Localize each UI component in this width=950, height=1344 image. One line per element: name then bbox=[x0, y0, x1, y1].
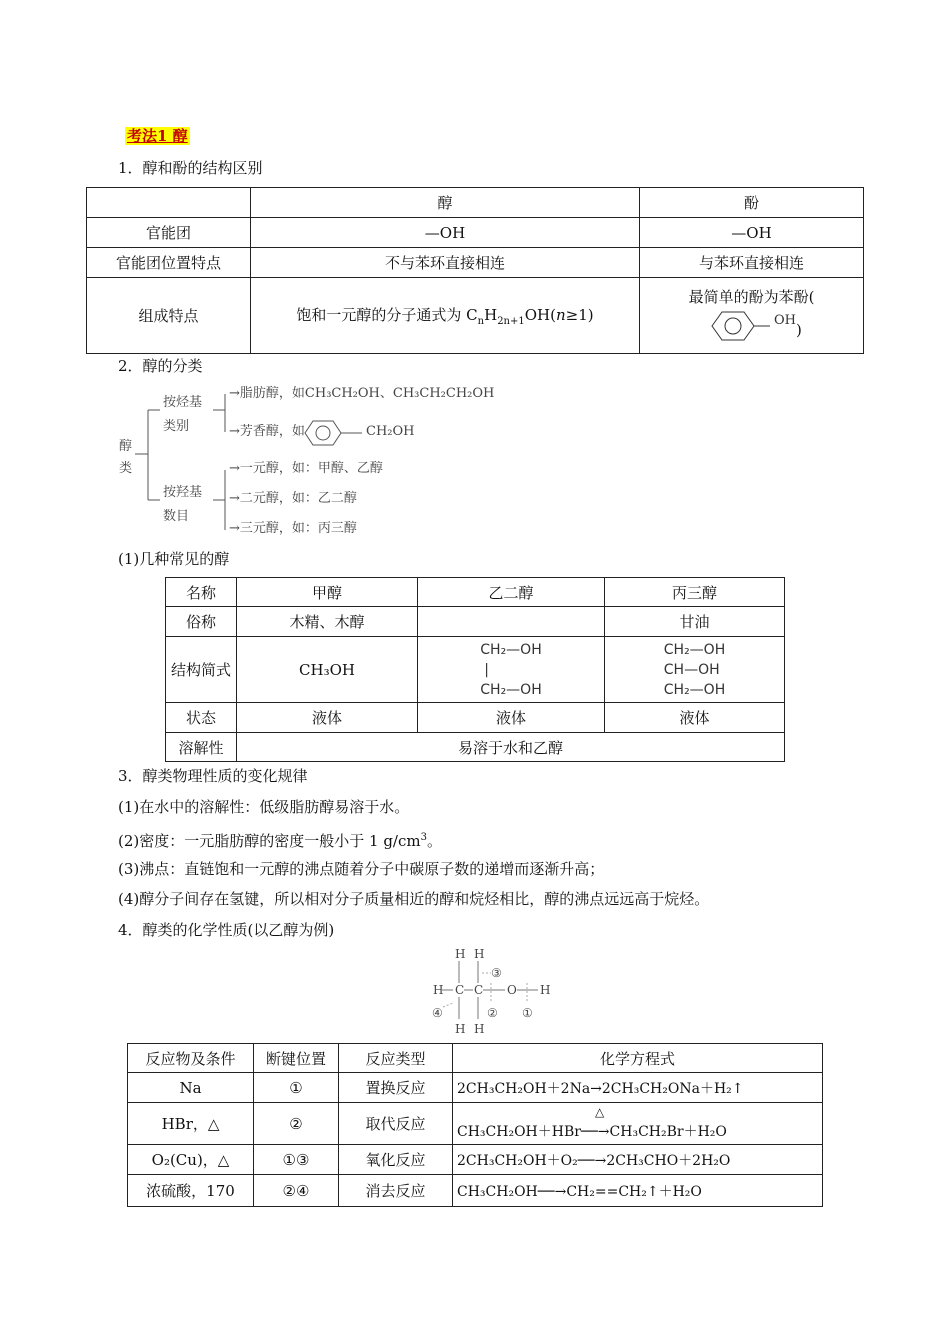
equation-cell bbox=[453, 1103, 823, 1145]
section-heading: 考法1 醇 bbox=[127, 127, 188, 145]
bond-mark-1: ① bbox=[522, 1006, 533, 1020]
tree-leaf: →三元醇，如：丙三醇 bbox=[229, 521, 357, 536]
glycerol-structure bbox=[605, 637, 785, 703]
bond-mark-4: ④ bbox=[432, 1006, 443, 1020]
ethanol-bond-diagram bbox=[425, 945, 560, 1040]
type-cell: 取代反应 bbox=[339, 1103, 453, 1145]
atom-h: H bbox=[474, 947, 485, 961]
tree-branch-2: 按羟基数目 bbox=[163, 485, 203, 524]
equation-cell: 2CH₃CH₂OH＋2Na→2CH₃CH₂ONa＋H₂↑ bbox=[453, 1073, 823, 1103]
paragraph: (3)沸点：直链饱和一元醇的沸点随着分子中碳原子数的递增而逐渐升高； bbox=[118, 860, 605, 878]
condition-cell: HBr，△ bbox=[128, 1103, 254, 1145]
paragraph: (1)在水中的溶解性：低级脂肪醇易溶于水。 bbox=[118, 798, 410, 816]
struct-line: CH₂—OH bbox=[663, 681, 726, 698]
leaf-text: 芳香醇，如 bbox=[239, 424, 305, 439]
phenol-cell: 与苯环直接相连 bbox=[640, 248, 864, 278]
ch2oh-label: CH₂OH bbox=[366, 424, 415, 439]
condition-cell: O₂(Cu)，△ bbox=[128, 1145, 254, 1175]
ethanol-reactions-table bbox=[127, 1043, 823, 1207]
alcohol-cell: —OH bbox=[251, 218, 640, 248]
header-cell: 反应类型 bbox=[339, 1044, 453, 1073]
tree-leaf: →脂肪醇，如CH₃CH₂OH、CH₃CH₂CH₂OH bbox=[229, 386, 495, 401]
struct-line: CH—OH bbox=[663, 661, 720, 678]
leaf-text: 二元醇，如：乙二醇 bbox=[239, 491, 357, 506]
leaf-text: 一元醇，如：甲醇、乙醇 bbox=[239, 461, 383, 476]
row-label: 组成特点 bbox=[87, 278, 251, 354]
condition-cell: Na bbox=[128, 1073, 254, 1103]
struct-line: CH₂—OH bbox=[480, 641, 542, 658]
section2a-title: (1)几种常见的醇 bbox=[118, 550, 230, 568]
header-alcohol: 醇 bbox=[251, 188, 640, 218]
bond-mark-2: ② bbox=[487, 1006, 498, 1020]
tree-leaf: →芳香醇，如 bbox=[229, 424, 305, 439]
leaf-text: 脂肪醇，如CH₃CH₂OH、CH₃CH₂CH₂OH bbox=[239, 386, 495, 401]
atom-h: H bbox=[540, 983, 551, 997]
tree-leaf: →一元醇，如：甲醇、乙醇 bbox=[229, 461, 383, 476]
type-cell: 氧化反应 bbox=[339, 1145, 453, 1175]
position-cell: ② bbox=[254, 1103, 339, 1145]
type-cell: 消去反应 bbox=[339, 1175, 453, 1207]
benzene-ring-icon bbox=[300, 418, 370, 448]
formula-prefix: 饱和一元醇的分子通式为 C bbox=[296, 306, 478, 324]
atom-h: H bbox=[455, 947, 466, 961]
tree-leaf: →二元醇，如：乙二醇 bbox=[229, 491, 357, 506]
cell: 木精、木醇 bbox=[237, 607, 418, 637]
equation-cell: CH₃CH₂OH──→CH₂==CH₂↑＋H₂O bbox=[453, 1175, 823, 1207]
paragraph: (2)密度：一元脂肪醇的密度一般小于 1 $g/cm^3$。 bbox=[118, 832, 442, 850]
methanol-formula: CH₃OH bbox=[237, 637, 418, 703]
phenol-text: 最简单的酚为苯酚( bbox=[688, 288, 815, 306]
alcohol-cell: 不与苯环直接相连 bbox=[251, 248, 640, 278]
atom-c: C bbox=[474, 983, 484, 997]
phenol-cell: —OH bbox=[640, 218, 864, 248]
row-label: 结构简式 bbox=[166, 637, 237, 703]
cell: 甘油 bbox=[605, 607, 785, 637]
struct-line: CH₂—OH bbox=[480, 681, 542, 698]
condition-cell: 浓硫酸，170 bbox=[128, 1175, 254, 1207]
row-label: 状态 bbox=[166, 703, 237, 733]
leaf-text: 三元醇，如：丙三醇 bbox=[239, 521, 357, 536]
header-empty bbox=[87, 188, 251, 218]
equation-text: CH₃CH₂OH＋HBr──→CH₃CH₂Br＋H₂O bbox=[457, 1123, 727, 1140]
struct-line: CH₂—OH bbox=[663, 641, 726, 658]
atom-o: O bbox=[507, 983, 517, 997]
paragraph: (4)醇分子间存在氢键，所以相对分子质量相近的醇和烷烃相比，醇的沸点远远高于烷烃。 bbox=[118, 890, 710, 908]
alcohol-phenol-table bbox=[86, 187, 864, 354]
position-cell: ① bbox=[254, 1073, 339, 1103]
section3-title: 3．醇类物理性质的变化规律 bbox=[118, 767, 308, 785]
phenol-close: ) bbox=[796, 321, 802, 339]
header-cell: 反应物及条件 bbox=[128, 1044, 254, 1073]
alcohol-formula-cell: 饱和一元醇的分子通式为 $C_nH_{2n+1}OH(n\ge 1)$ bbox=[251, 278, 640, 354]
atom-h: H bbox=[474, 1022, 485, 1036]
glycol-structure bbox=[418, 637, 605, 703]
bond-mark-3: ③ bbox=[491, 966, 502, 980]
struct-line: | bbox=[484, 661, 489, 678]
cell: 易溶于水和乙醇 bbox=[237, 733, 785, 762]
row-label: 溶解性 bbox=[166, 733, 237, 762]
header-cell: 丙三醇 bbox=[605, 578, 785, 607]
tree-root: 醇类 bbox=[119, 439, 133, 476]
type-cell: 置换反应 bbox=[339, 1073, 453, 1103]
cell: 液体 bbox=[605, 703, 785, 733]
section1-title: 1．醇和酚的结构区别 bbox=[118, 159, 263, 177]
cell: 液体 bbox=[237, 703, 418, 733]
position-cell: ②④ bbox=[254, 1175, 339, 1207]
position-cell: ①③ bbox=[254, 1145, 339, 1175]
common-alcohols-table bbox=[165, 577, 785, 762]
heat-symbol: △ bbox=[595, 1105, 605, 1119]
header-phenol: 酚 bbox=[640, 188, 864, 218]
phenol-oh: OH bbox=[774, 313, 796, 328]
header-cell: 甲醇 bbox=[237, 578, 418, 607]
header-cell: 断键位置 bbox=[254, 1044, 339, 1073]
paragraph-text: (2)密度：一元脂肪醇的密度一般小于 1 g/cm bbox=[118, 832, 421, 850]
header-cell: 乙二醇 bbox=[418, 578, 605, 607]
row-label: 官能团 bbox=[87, 218, 251, 248]
header-cell: 化学方程式 bbox=[453, 1044, 823, 1073]
section2-title: 2．醇的分类 bbox=[118, 357, 203, 375]
cell bbox=[418, 607, 605, 637]
atom-h: H bbox=[455, 1022, 466, 1036]
equation-cell: 2CH₃CH₂OH＋O₂──→2CH₃CHO＋2H₂O bbox=[453, 1145, 823, 1175]
header-cell: 名称 bbox=[166, 578, 237, 607]
row-label: 俗称 bbox=[166, 607, 237, 637]
tree-branch-1: 按烃基类别 bbox=[163, 395, 203, 434]
section4-title: 4．醇类的化学性质(以乙醇为例) bbox=[118, 921, 335, 939]
atom-h: H bbox=[433, 983, 444, 997]
cell: 液体 bbox=[418, 703, 605, 733]
phenol-formula-cell bbox=[640, 278, 864, 354]
benzene-ring-icon bbox=[706, 307, 826, 345]
atom-c: C bbox=[455, 983, 465, 997]
row-label: 官能团位置特点 bbox=[87, 248, 251, 278]
